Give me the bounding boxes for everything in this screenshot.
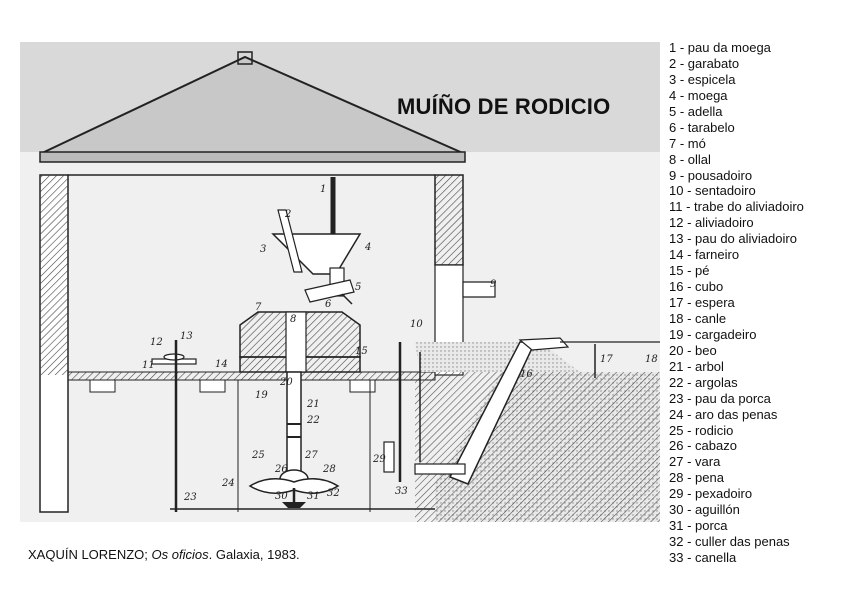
legend-item: 17 - espera bbox=[669, 295, 735, 310]
legend-item: 28 - pena bbox=[669, 470, 724, 486]
legend-item: 9 - pousadoiro bbox=[669, 167, 753, 183]
part-number-label: 19 bbox=[255, 390, 268, 401]
diagram-title: MUÍÑO DE RODICIO bbox=[397, 94, 611, 119]
legend-item: 25 - rodicio bbox=[669, 422, 734, 438]
caption-author: XAQUÍN LORENZO; bbox=[28, 547, 152, 562]
part-number-label: 5 bbox=[355, 282, 362, 293]
legend-item: 19 - cargadeiro bbox=[669, 326, 757, 342]
part-number-label: 30 bbox=[275, 491, 288, 502]
part-number-label: 25 bbox=[252, 450, 265, 461]
part-number-label: 17 bbox=[600, 354, 613, 365]
legend-item: 12 - aliviadoiro bbox=[669, 215, 754, 231]
legend-item: 1 - pau da moega bbox=[669, 40, 771, 55]
parts-legend bbox=[669, 40, 804, 566]
part-number-label: 9 bbox=[490, 279, 497, 290]
part-number-label: 15 bbox=[355, 346, 368, 357]
source-caption bbox=[28, 547, 300, 562]
legend-item: 8 - ollal bbox=[669, 151, 711, 167]
legend-item: 7 - mó bbox=[669, 135, 706, 151]
part-number-label: 23 bbox=[184, 492, 197, 503]
legend-item: 4 - moega bbox=[669, 87, 728, 103]
part-number-label: 10 bbox=[410, 319, 423, 330]
legend-item: 10 - sentadoiro bbox=[669, 183, 756, 199]
legend-item: 29 - pexadoiro bbox=[669, 486, 753, 502]
legend-item: 15 - pé bbox=[669, 263, 710, 279]
part-number-label: 33 bbox=[395, 486, 408, 497]
part-number-label: 8 bbox=[290, 314, 297, 325]
legend-item: 13 - pau do aliviadoiro bbox=[669, 231, 797, 247]
part-number-label: 18 bbox=[645, 354, 658, 365]
part-number-label: 16 bbox=[520, 369, 533, 380]
millstones bbox=[240, 312, 360, 372]
legend-item: 26 - cabazo bbox=[669, 438, 737, 454]
part-number-label: 12 bbox=[150, 337, 163, 348]
part-number-label: 21 bbox=[307, 399, 320, 410]
legend-item: 11 - trabe do aliviadoiro bbox=[669, 199, 804, 215]
part-number-label: 11 bbox=[142, 360, 155, 371]
legend-item: 23 - pau da porca bbox=[669, 390, 771, 406]
legend-item: 24 - aro das penas bbox=[669, 406, 778, 422]
part-number-label: 14 bbox=[215, 359, 228, 370]
legend-item: 21 - arbol bbox=[669, 358, 724, 374]
legend-item: 31 - porca bbox=[669, 518, 728, 534]
legend-item: 30 - aguillón bbox=[669, 502, 740, 518]
part-number-label: 32 bbox=[327, 488, 340, 499]
legend-item: 5 - adella bbox=[669, 103, 723, 119]
part-number-label: 3 bbox=[260, 244, 267, 255]
part-number-label: 26 bbox=[275, 464, 288, 475]
legend-item: 16 - cubo bbox=[669, 279, 724, 295]
part-number-label: 28 bbox=[323, 464, 336, 475]
part-number-label: 22 bbox=[307, 415, 320, 426]
legend-item: 20 - beo bbox=[669, 342, 717, 358]
part-number-label: 29 bbox=[373, 454, 386, 465]
legend-item: 14 - farneiro bbox=[669, 247, 740, 263]
caption-work: Os oficios bbox=[151, 547, 209, 562]
part-number-label: 24 bbox=[222, 478, 235, 489]
caption-publisher: . Galaxia, 1983. bbox=[208, 547, 300, 562]
part-number-label: 20 bbox=[280, 377, 293, 388]
part-number-label: 13 bbox=[180, 331, 193, 342]
legend-item: 3 - espicela bbox=[669, 71, 736, 87]
legend-item: 18 - canle bbox=[669, 310, 727, 326]
part-number-label: 1 bbox=[320, 184, 327, 195]
legend-item: 33 - canella bbox=[669, 550, 737, 565]
part-number-label: 27 bbox=[305, 450, 318, 461]
legend-item: 32 - culler das penas bbox=[669, 534, 790, 550]
legend-item: 6 - tarabelo bbox=[669, 119, 735, 135]
part-number-label: 6 bbox=[325, 299, 332, 310]
legend-item: 22 - argolas bbox=[669, 374, 738, 390]
legend-item: 2 - garabato bbox=[669, 55, 740, 71]
part-number-label: 7 bbox=[255, 302, 262, 313]
part-number-label: 2 bbox=[285, 209, 292, 220]
part-number-label: 31 bbox=[307, 491, 320, 502]
part-number-label: 4 bbox=[365, 242, 372, 253]
legend-item: 27 - vara bbox=[669, 454, 721, 470]
